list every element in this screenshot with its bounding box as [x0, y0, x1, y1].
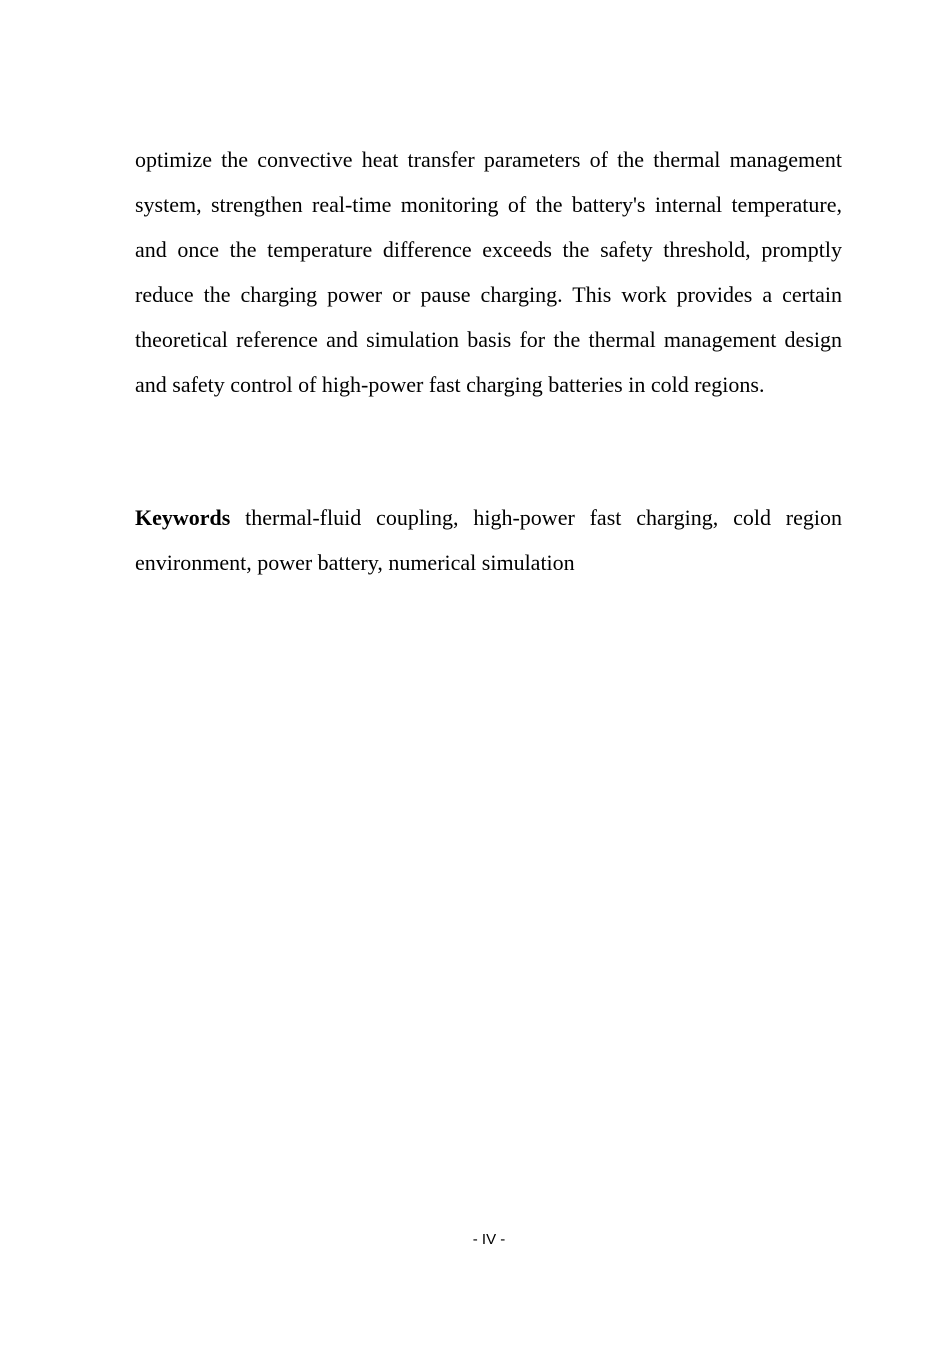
abstract-paragraph: optimize the convective heat transfer parameters of the thermal management system, strengthen real-time monitoring of the battery's internal temperature, and once the temperature difference exceeds the safety threshold, promptly reduce the charging power or pause charging. This work provides a certain theoretical reference and simulation basis for the thermal management design and safety control of high-power fast charging batteries in cold regions.	[135, 147, 842, 397]
keywords-label: Keywords	[135, 505, 231, 530]
keywords-line	[135, 495, 842, 585]
page-number: - IV -	[472, 1231, 506, 1248]
keywords-text: thermal-fluid coupling, high-power fast charging, cold region environment, power battery, numerical simulation	[135, 505, 843, 575]
